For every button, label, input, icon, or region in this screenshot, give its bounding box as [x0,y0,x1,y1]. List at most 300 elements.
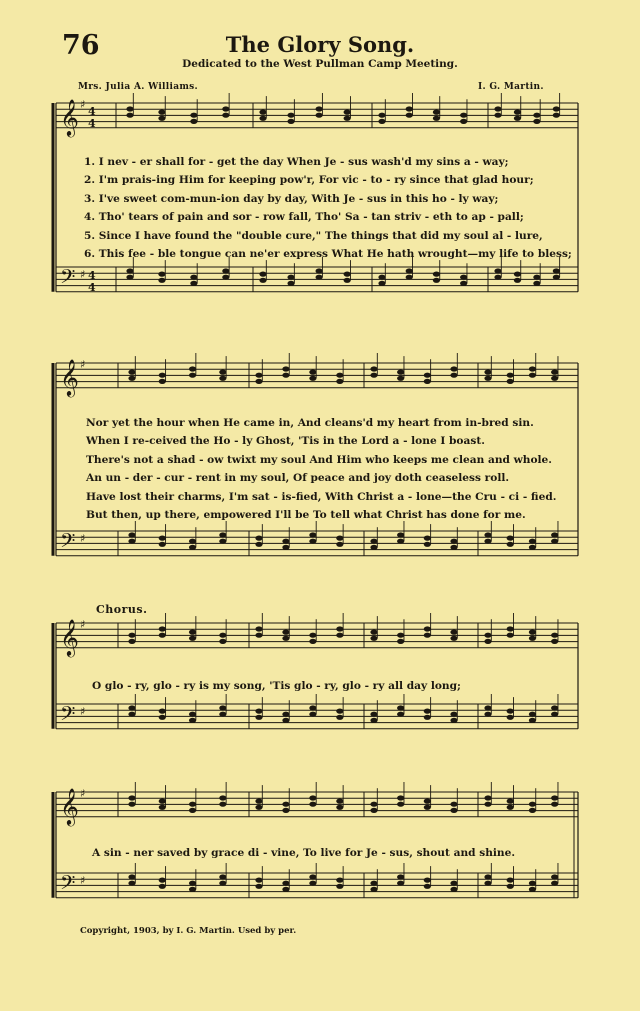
page-number: 76 [62,30,100,61]
note-head [507,715,514,720]
note-head [219,639,226,644]
note-head [219,802,226,807]
note-head [309,712,316,717]
lyric-line: 4. Tho' tears of pain and sor - row fall, Tho' Sa - tan striv - eth to ap - pall; [84,211,524,224]
note-head [126,268,133,273]
note-head [551,802,558,807]
note-head [316,113,323,118]
note-head [158,110,165,115]
note-head [529,718,536,723]
sharp-icon: ♯ [80,532,86,545]
note-head [424,626,431,631]
note-head [424,373,431,378]
note-head [309,874,316,879]
note-head [219,370,226,375]
note-head [309,370,316,375]
note-head [529,630,536,635]
note-head [551,639,558,644]
note-head [282,366,289,371]
note-head [344,110,351,115]
note-head [433,272,440,277]
note-head [336,715,343,720]
note-head [406,106,413,111]
note-head [397,639,404,644]
note-head [397,874,404,879]
note-head [533,275,540,280]
note-head [551,881,558,886]
note-head [282,718,289,723]
note-head [287,281,294,286]
note-head [450,630,457,635]
note-head [484,881,491,886]
note-head [159,373,166,378]
note-head [514,110,521,115]
note-head [287,113,294,118]
note-head [316,106,323,111]
note-head [551,376,558,381]
note-head [255,709,262,714]
note-head [336,633,343,638]
note-head [529,545,536,550]
note-head [255,715,262,720]
note-head [424,379,431,384]
time-signature: 4 [88,105,96,118]
note-head [397,712,404,717]
lyric-line: Nor yet the hour when He came in, And cleans'd my heart from in-bred sin. [86,417,534,429]
note-head [190,113,197,118]
lyric-line: An un - der - cur - rent in my soul, Of peace and joy doth ceaseless roll. [86,472,510,485]
note-head [507,884,514,889]
note-head [255,805,262,810]
note-head [378,275,385,280]
note-head [309,639,316,644]
note-head [344,272,351,277]
note-head [222,268,229,273]
note-head [529,802,536,807]
note-head [484,705,491,710]
note-head [159,626,166,631]
note-head [255,373,262,378]
sharp-icon: ♯ [80,98,86,111]
note-head [529,636,536,641]
note-head [507,709,514,714]
bass-clef-icon: 𝄢 [60,265,76,293]
note-head [336,373,343,378]
note-head [282,545,289,550]
note-head [189,718,196,723]
note-head [128,795,135,800]
note-head [159,536,166,541]
note-head [158,272,165,277]
note-head [460,275,467,280]
note-head [219,881,226,886]
note-head [282,881,289,886]
note-head [370,718,377,723]
note-head [128,532,135,537]
note-head [553,268,560,273]
lyric-line: O glo - ry, glo - ry is my song, 'Tis glo - ry, glo - ry all day long; [92,680,461,692]
note-head [484,539,491,544]
note-head [189,712,196,717]
note-head [128,370,135,375]
note-head [255,536,262,541]
note-head [553,275,560,280]
lyric-line: 3. I've sweet com-mun-ion day by day, With Je - sus in this ho - ly way; [84,192,499,205]
note-head [551,712,558,717]
note-head [255,633,262,638]
note-head [336,805,343,810]
note-head [450,881,457,886]
note-head [259,272,266,277]
note-head [494,113,501,118]
note-head [336,379,343,384]
note-head [551,633,558,638]
note-head [309,633,316,638]
note-head [189,373,196,378]
note-head [222,275,229,280]
note-head [507,373,514,378]
note-head [189,545,196,550]
lyric-line: 1. I nev - er shall for - get the day When Je - sus wash'd my sins a - way; [84,156,509,168]
note-head [424,542,431,547]
note-head [533,119,540,124]
note-head [128,376,135,381]
note-head [370,802,377,807]
treble-clef-icon: 𝄞 [60,98,79,136]
note-head [128,639,135,644]
note-head [397,705,404,710]
note-head [336,626,343,631]
note-head [460,281,467,286]
note-head [287,275,294,280]
hymn-title: The Glory Song. [225,32,415,57]
note-head [514,116,521,121]
lyric-line: 2. I'm prais-ing Him for keeping pow'r, For vic - to - ry since that glad hour; [84,174,534,187]
note-head [553,106,560,111]
note-head [219,633,226,638]
lyricist-credit: Mrs. Julia A. Williams. [78,82,198,92]
note-head [189,636,196,641]
note-head [159,709,166,714]
dedication: Dedicated to the West Pullman Camp Meeting. [182,58,458,70]
lyric-line: 6. This fee - ble tongue can ne'er express What He hath wrought—my life to bless; [84,247,572,260]
note-head [450,712,457,717]
note-head [494,275,501,280]
note-head [255,542,262,547]
note-head [370,808,377,813]
note-head [507,626,514,631]
note-head [370,881,377,886]
sharp-icon: ♯ [80,787,86,800]
note-head [282,808,289,813]
note-head [255,884,262,889]
note-head [255,626,262,631]
note-head [533,113,540,118]
lyric-line: There's not a shad - ow twixt my soul And Him who keeps me clean and whole. [86,453,552,466]
note-head [424,805,431,810]
note-head [529,887,536,892]
note-head [507,805,514,810]
note-head [507,799,514,804]
note-head [128,881,135,886]
note-head [424,799,431,804]
note-head [406,268,413,273]
note-head [507,542,514,547]
note-head [529,881,536,886]
note-head [551,795,558,800]
note-head [309,802,316,807]
note-head [397,795,404,800]
time-signature: 4 [88,281,96,294]
note-head [514,272,521,277]
bass-clef-icon: 𝄢 [60,871,76,899]
note-head [484,712,491,717]
note-head [551,532,558,537]
note-head [309,705,316,710]
note-head [159,884,166,889]
note-head [259,110,266,115]
note-head [378,281,385,286]
note-head [189,808,196,813]
note-head [336,709,343,714]
note-head [551,370,558,375]
note-head [309,376,316,381]
note-head [219,795,226,800]
note-head [159,878,166,883]
note-head [553,113,560,118]
note-head [370,545,377,550]
note-head [189,630,196,635]
note-head [370,366,377,371]
note-head [189,887,196,892]
note-head [128,712,135,717]
note-head [424,715,431,720]
note-head [309,795,316,800]
note-head [397,633,404,638]
note-head [282,712,289,717]
treble-clef-icon: 𝄞 [60,787,79,825]
note-head [450,718,457,723]
lyric-line: A sin - ner saved by grace di - vine, To live for Je - sus, shout and shine. [92,847,516,859]
note-head [159,799,166,804]
note-head [433,110,440,115]
note-head [484,639,491,644]
note-head [159,805,166,810]
bass-clef-icon: 𝄢 [60,702,76,730]
note-head [494,268,501,273]
note-head [397,532,404,537]
note-head [370,373,377,378]
note-head [484,532,491,537]
note-head [128,802,135,807]
note-head [128,633,135,638]
note-head [450,636,457,641]
note-head [494,106,501,111]
note-head [450,366,457,371]
note-head [450,545,457,550]
note-head [450,802,457,807]
note-head [189,366,196,371]
note-head [529,712,536,717]
note-head [189,802,196,807]
note-head [424,878,431,883]
note-head [378,113,385,118]
note-head [190,281,197,286]
lyric-line: When I re-ceived the Ho - ly Ghost, 'Tis in the Lord a - lone I boast. [86,435,485,448]
note-head [507,379,514,384]
note-head [190,275,197,280]
note-head [484,370,491,375]
note-head [507,536,514,541]
note-head [370,712,377,717]
note-head [219,532,226,537]
note-head [126,275,133,280]
note-head [316,275,323,280]
note-head [424,536,431,541]
note-head [406,275,413,280]
chorus-lyrics-1 [92,677,461,695]
chorus-lyrics-2 [92,844,515,862]
note-head [370,630,377,635]
note-head [259,278,266,283]
note-head [190,119,197,124]
note-head [484,376,491,381]
note-head [484,874,491,879]
lyric-line: Have lost their charms, I'm sat - is-fied, With Christ a - lone—the Cru - ci - fied. [86,490,557,503]
note-head [222,106,229,111]
note-head [344,278,351,283]
note-head [424,709,431,714]
note-head [219,539,226,544]
note-head [450,539,457,544]
time-signature: 4 [88,117,96,130]
note-head [222,113,229,118]
note-head [128,539,135,544]
note-head [397,370,404,375]
note-head [460,113,467,118]
note-head [533,281,540,286]
note-head [158,116,165,121]
note-head [309,532,316,537]
note-head [397,881,404,886]
note-head [255,379,262,384]
note-head [336,536,343,541]
note-head [460,119,467,124]
chorus-label: Chorus. [96,603,148,616]
note-head [424,884,431,889]
note-head [158,278,165,283]
note-head [282,539,289,544]
note-head [529,366,536,371]
note-head [336,542,343,547]
note-head [370,887,377,892]
note-head [126,106,133,111]
note-head [219,705,226,710]
note-head [378,119,385,124]
note-head [344,116,351,121]
sharp-icon: ♯ [80,358,86,371]
note-head [507,633,514,638]
note-head [529,539,536,544]
note-head [282,887,289,892]
time-signature: 4 [88,269,96,282]
verse-lyrics-system-1 [84,153,572,263]
note-head [336,884,343,889]
copyright-notice: Copyright, 1903, by I. G. Martin. Used by per. [80,926,297,936]
note-head [433,278,440,283]
sharp-icon: ♯ [80,874,86,887]
note-head [424,633,431,638]
composer-credit: I. G. Martin. [478,82,544,92]
note-head [484,633,491,638]
note-head [128,874,135,879]
sharp-icon: ♯ [80,268,86,281]
note-head [433,116,440,121]
note-head [336,878,343,883]
treble-clef-icon: 𝄞 [60,358,79,396]
note-head [450,887,457,892]
note-head [282,373,289,378]
note-head [309,539,316,544]
note-head [126,113,133,118]
note-head [159,542,166,547]
note-head [259,116,266,121]
note-head [370,539,377,544]
note-head [450,373,457,378]
note-head [189,881,196,886]
note-head [287,119,294,124]
note-head [282,636,289,641]
note-head [406,113,413,118]
note-head [507,878,514,883]
note-head [551,539,558,544]
note-head [397,802,404,807]
verse-lyrics-system-2 [86,414,556,524]
note-head [159,633,166,638]
note-head [219,874,226,879]
note-head [450,808,457,813]
note-head [529,373,536,378]
treble-clef-icon: 𝄞 [60,618,79,656]
note-head [316,268,323,273]
note-head [159,715,166,720]
note-head [484,802,491,807]
note-head [219,712,226,717]
note-head [551,705,558,710]
bass-clef-icon: 𝄢 [60,529,76,557]
note-head [551,874,558,879]
sharp-icon: ♯ [80,705,86,718]
note-head [336,799,343,804]
note-head [255,799,262,804]
note-head [128,705,135,710]
sharp-icon: ♯ [80,618,86,631]
note-head [282,802,289,807]
note-head [189,539,196,544]
note-head [529,808,536,813]
note-head [397,376,404,381]
note-head [370,636,377,641]
note-head [484,795,491,800]
note-head [282,630,289,635]
lyric-line: 5. Since I have found the "double cure," The things that did my soul al - lure, [84,229,543,242]
note-head [397,539,404,544]
note-head [219,376,226,381]
lyric-line: But then, up there, empowered I'll be To tell what Christ has done for me. [86,508,526,521]
note-head [514,278,521,283]
note-head [159,379,166,384]
note-head [255,878,262,883]
